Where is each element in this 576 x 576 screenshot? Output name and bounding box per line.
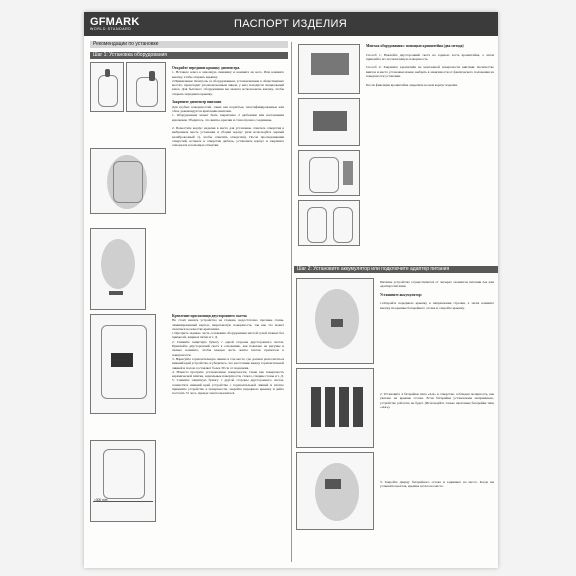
figure-drill-wall bbox=[90, 228, 146, 310]
tape-text-block bbox=[172, 314, 284, 396]
step1-heading-bar: Шаг 1: Установка оборудования bbox=[90, 52, 288, 59]
battery-heading: Установите аккумулятор: bbox=[380, 292, 422, 297]
brand-logo bbox=[90, 16, 139, 31]
power-paragraph: Питание устройства осуществляется от четырех элементов питания АА или адаптера питания. bbox=[380, 280, 494, 289]
bracket-text-block bbox=[366, 44, 494, 87]
bracket-after-fix: После фиксации кронштейна закрепите на нем корпус изделия. bbox=[366, 82, 458, 87]
install-heading: Откройте переднюю крышку диспенсера. bbox=[172, 66, 241, 70]
battery-step-1: 1.Откройте переднюю крышку в направлении стрелки, а затем нажмите кнопку на крышке батарейного отсека и откройте крышку. bbox=[380, 301, 494, 310]
figure-open-cover-button bbox=[126, 62, 166, 112]
tape-paragraph-6: 5. Снимите защитную бумагу с другой стороны двустороннего скотча, совместите нижний край устройства с горизонтальной линией и плотно прижмите устройство к поверхности, закройте переднюю крышку и дайте постоять 72 часа, прежде чем пользоваться. bbox=[172, 378, 284, 396]
section-heading-bar: Рекомендации по установке bbox=[90, 41, 288, 48]
power-text-block bbox=[380, 280, 494, 310]
figure-open-cover-key bbox=[90, 62, 124, 112]
figure-mounted-dispensers bbox=[298, 200, 360, 246]
figure-insert-batteries bbox=[296, 368, 374, 448]
figure-bracket-tape bbox=[298, 44, 360, 94]
install-text-block bbox=[172, 66, 284, 148]
figure-tape-back bbox=[90, 314, 156, 414]
fix-paragraph-3: 2. Поместите корпус изделия в месте для установки, отметьте отверстия в выбранном месте установки и сборки корпус (или используйте черный калибровочный 1), чтобы отметить отверстия). После просверливания отверстий, вставьте в отверстия дюбель, установите корпус и закрепите саморезом в помощью отвертки. bbox=[172, 126, 284, 148]
fix-paragraph-1: Для грубых поверхностей, таких как пористые, пластифицированные или обои, рекомендуется крепление винтами. bbox=[172, 104, 284, 113]
bracket-heading: Монтаж оборудования с помощью кронштейна (два метода) bbox=[366, 44, 464, 48]
tape-paragraph-2: 1.Протрите заднюю часть основания оборудования чистой сухой тканью без примесей, жирных пятен и т. Д. bbox=[172, 331, 284, 340]
bracket-method-1: Способ 1: Наклейте двусторонний скотч на заднюю часть кронштейна, а затем приклейте его на монтажную поверхность. bbox=[366, 52, 494, 61]
battery-step-3: 3. Закройте дверцу батарейного отсека и задвиньте на место. Когда вы услышите щелчок, крышка встала на место. bbox=[380, 480, 494, 489]
step2-heading-bar: Шаг 2: Установите аккумулятор или подключите адаптер питания bbox=[294, 266, 498, 273]
figure-mount-on-bracket bbox=[298, 150, 360, 196]
brand-tagline: WORLD STANDARD bbox=[90, 27, 132, 31]
brand-name: GFMARK bbox=[90, 16, 140, 28]
tape-paragraph-1: Не стоит вешать устройство на гладкие, недостаточно прочные стены, ламинированный картон, шероховатую поверхность, так как это может сказаться на качестве крепления. bbox=[172, 318, 284, 331]
figure-open-battery-cover bbox=[296, 278, 374, 364]
distance-label: >300 mm bbox=[94, 498, 108, 502]
column-divider bbox=[291, 42, 292, 562]
tape-heading: Крепление при помощи двустороннего скотча bbox=[172, 314, 247, 318]
figure-open-dispenser bbox=[90, 148, 166, 214]
install-paragraph-2: 2.Примечание: Контроль за оборудованием, установленным в общественных местах, происходит уполномоченным лицом, у него находится специальный ключ. Для бытового оборудования вы можете использовать кнопку, чтобы открыть переднюю крышку. bbox=[172, 78, 284, 96]
fix-paragraph-2: 1. Оборудование может быть закреплено 2 дюбелями или настенными крючками. Убедитесь, что винты, крючки и стена прочно соединены. bbox=[172, 113, 284, 122]
figure-bracket-screws bbox=[298, 98, 360, 146]
page-title: ПАСПОРТ ИЗДЕЛИЯ bbox=[234, 18, 347, 30]
tape-paragraph-3: 2. Снимите защитную бумагу с одной стороны двустороннего скотча. Приклейте двусторонний скотч к основанию, как показано на рисунке и сильно нажмите, чтобы каждая часть ленты плотно прилегала к поверхности. bbox=[172, 339, 284, 357]
battery-step-2: 2. Установите 4 батарейки типа «AA» в отверстие, соблюдая полярность, как указано на крышке отсека. Если батарейки установлены неправильно, устройство работать не будет. (Используйте только щелочные батарейки типа «AA»). bbox=[380, 392, 494, 409]
tape-paragraph-5: 4. Начисто протрите установочные поверхности, такие как поверхность керамической плитки, зеркальные поверхности, стекло, гладкие стены и т. Д. bbox=[172, 369, 284, 379]
figure-close-battery-cover bbox=[296, 452, 374, 530]
tape-paragraph-4: 3. Нарисуйте горизонтальную линию в том месте, где должен располагаться нижний край устройства, и убедитесь, что расстояние между горизонтальной линией и полом составляет более 30 см от подножия. bbox=[172, 356, 284, 370]
passport-sheet bbox=[84, 12, 498, 568]
figure-horizontal-line bbox=[90, 440, 156, 522]
bracket-method-2: Способ 2: Закрепите кронштейн на монтажной поверхности винтами. Количество винтов и место установки можно выбрать в зависимости от фактического положения на поверхности установки. bbox=[366, 65, 494, 79]
install-paragraph-1: 1. Вставьте ключ в замочную скважину и нажмите на него. Или нажмите кнопку, чтобы открыть крышку. bbox=[172, 70, 284, 79]
page-header bbox=[84, 12, 498, 36]
fix-heading: Закрепите диспенсер винтами bbox=[172, 100, 222, 105]
